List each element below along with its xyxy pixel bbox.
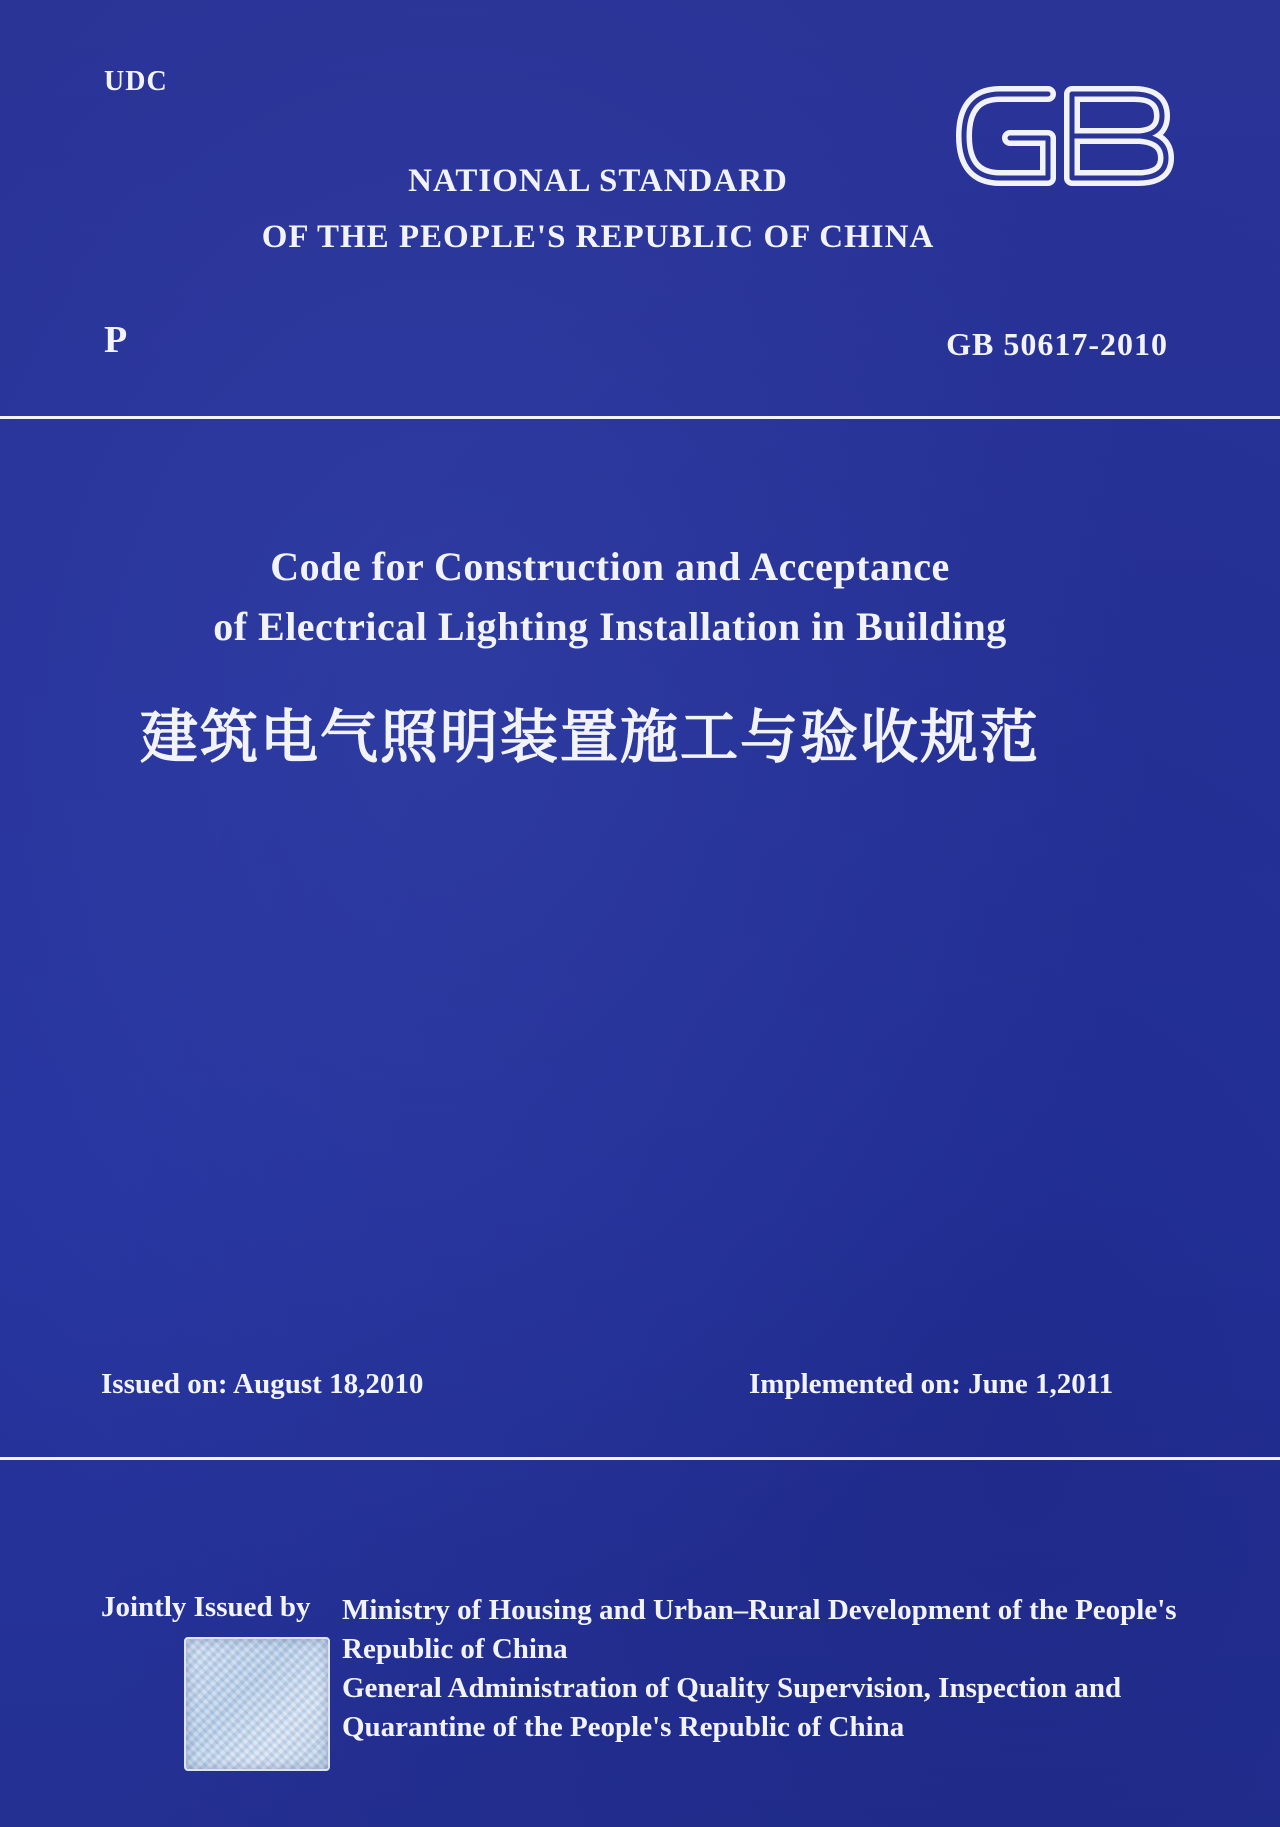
issued-date: Issued on: August 18,2010 — [101, 1368, 424, 1400]
implemented-date: Implemented on: June 1,2011 — [749, 1368, 1114, 1400]
gb-logo — [948, 72, 1178, 200]
bottom-divider — [0, 1457, 1280, 1460]
jointly-issued-label: Jointly Issued by — [101, 1591, 311, 1623]
standard-type-line-1: NATIONAL STANDARD — [408, 163, 788, 199]
title-en-line-1: Code for Construction and Acceptance — [270, 544, 950, 589]
issuer-line: Republic of China — [342, 1633, 568, 1665]
udc-label: UDC — [104, 66, 168, 97]
issuers-list — [342, 1591, 1177, 1747]
category-letter: P — [104, 319, 128, 361]
standard-code: GB 50617-2010 — [946, 326, 1168, 362]
issuer-line: Quarantine of the People's Republic of China — [342, 1711, 905, 1743]
issuer-line: Ministry of Housing and Urban–Rural Development of the People's — [342, 1594, 1177, 1626]
top-divider — [0, 416, 1280, 419]
hologram-sticker — [184, 1637, 330, 1771]
title-zh: 建筑电气照明装置施工与验收规范 — [139, 703, 1040, 771]
issuer-line: General Administration of Quality Supervision, Inspection and — [342, 1672, 1122, 1704]
standard-type-line-2: OF THE PEOPLE'S REPUBLIC OF CHINA — [261, 219, 935, 255]
title-en-line-2: of Electrical Lighting Installation in Building — [213, 604, 1007, 649]
